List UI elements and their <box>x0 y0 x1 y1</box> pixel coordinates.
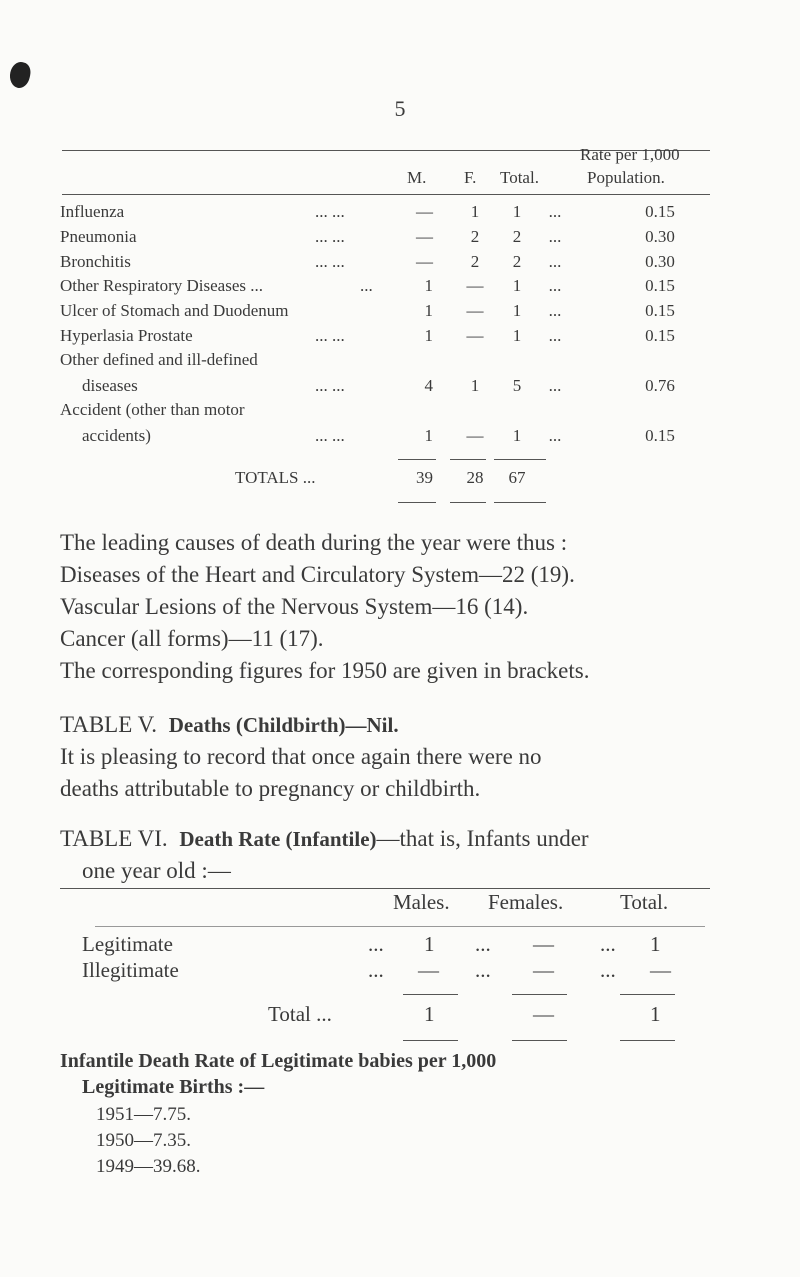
table6-totals-males: 1 <box>424 1002 435 1026</box>
row-total: 2 <box>512 252 522 271</box>
row-females: — <box>533 958 554 982</box>
table6-header-rule <box>95 926 705 927</box>
row-dots2: ... <box>475 932 491 956</box>
row-dots2: ... <box>548 376 562 395</box>
row-rate: 0.76 <box>645 376 675 395</box>
infantile-rate-line1: Infantile Death Rate of Legitimate babies per 1,000 <box>60 1050 497 1072</box>
row-total: 1 <box>650 932 661 956</box>
row-dots2: ... <box>548 301 562 320</box>
rate-year: 1951—7.75. <box>96 1104 191 1125</box>
row-f: — <box>466 276 484 295</box>
row-total: 5 <box>512 376 522 395</box>
row-total: 1 <box>512 326 522 345</box>
row-males: 1 <box>424 932 435 956</box>
row-m: 1 <box>424 301 433 320</box>
table6-totals-females: — <box>533 1002 554 1026</box>
table1-header-rule <box>62 194 710 195</box>
table-row <box>60 301 760 325</box>
row-total: 1 <box>512 301 522 320</box>
table6-totals-label: Total ... <box>268 1002 332 1026</box>
row-total: 2 <box>512 227 522 246</box>
table6-heading <box>60 826 589 852</box>
table5-heading <box>60 712 399 738</box>
f-header: F. <box>464 168 477 187</box>
row-dots: ... ... <box>315 227 345 246</box>
row-m: 1 <box>424 426 433 445</box>
leading-causes-intro: The leading causes of death during the year were thus : <box>60 530 568 555</box>
table-row <box>60 400 760 450</box>
row-f: — <box>466 301 484 320</box>
table-row <box>60 202 760 226</box>
row-dots2: ... <box>548 252 562 271</box>
row-females: — <box>533 932 554 956</box>
row-dots3: ... <box>600 958 616 982</box>
females-header: Females. <box>488 890 564 914</box>
row-rate: 0.30 <box>645 227 675 246</box>
row-name: Influenza <box>60 202 125 221</box>
row-dots: ... ... <box>315 426 345 445</box>
row-dots2: ... <box>548 202 562 221</box>
row-total: 1 <box>512 426 522 445</box>
row-dots: ... <box>368 932 384 956</box>
row-name: Accident (other than motor <box>60 400 245 419</box>
row-rate: 0.15 <box>645 301 675 320</box>
totals-bottom-rule <box>494 502 546 503</box>
row-dots2: ... <box>548 426 562 445</box>
rate-header-line1: Rate per 1,000 <box>580 145 680 164</box>
row-dots: ... ... <box>315 252 345 271</box>
totals-total: 67 <box>508 468 526 487</box>
row-name: Illegitimate <box>82 958 179 982</box>
row-dots2: ... <box>548 276 562 295</box>
table6-totals-top-rule <box>512 994 567 995</box>
row-f: 2 <box>470 252 480 271</box>
row-rate: 0.15 <box>645 426 675 445</box>
row-dots: ... <box>360 276 373 295</box>
row-dots: ... ... <box>315 326 345 345</box>
table6-title: Death Rate (Infantile) <box>179 827 377 851</box>
row-rate: 0.15 <box>645 202 675 221</box>
table-row <box>60 276 760 300</box>
page-number: 5 <box>394 96 406 121</box>
row-name: Legitimate <box>82 932 173 956</box>
row-m: 4 <box>424 376 433 395</box>
row-name: Bronchitis <box>60 252 131 271</box>
table-row <box>60 252 760 276</box>
table6-totals-top-rule <box>403 994 458 995</box>
row-rate: 0.15 <box>645 326 675 345</box>
table6-rest-line2: one year old :— <box>82 858 231 883</box>
table6-label: TABLE VI. <box>60 826 168 851</box>
cause-line: Diseases of the Heart and Circulatory System—22 (19). <box>60 562 575 587</box>
row-total: — <box>650 958 671 982</box>
row-dots: ... <box>368 958 384 982</box>
row-males: — <box>418 958 439 982</box>
table-row <box>60 350 760 400</box>
table5-title: Deaths (Childbirth)—Nil. <box>168 713 399 737</box>
row-dots2: ... <box>548 326 562 345</box>
infantile-rate-line2: Legitimate Births :— <box>82 1076 265 1098</box>
row-dots2: ... <box>548 227 562 246</box>
row-dots: ... ... <box>315 376 345 395</box>
row-m: 1 <box>424 326 433 345</box>
brackets-note: The corresponding figures for 1950 are given in brackets. <box>60 658 590 683</box>
table6-totals-bottom-rule <box>620 1040 675 1041</box>
totals-m: 39 <box>416 468 433 487</box>
row-dots: ... ... <box>315 202 345 221</box>
table-row <box>60 326 760 350</box>
table6-totals-total: 1 <box>650 1002 661 1026</box>
table6-top-rule <box>60 888 710 889</box>
totals-top-rule <box>398 459 436 460</box>
row-dots3: ... <box>600 932 616 956</box>
row-f: 1 <box>470 202 480 221</box>
rate-header-line2: Population. <box>587 168 665 187</box>
cause-line: Cancer (all forms)—11 (17). <box>60 626 324 651</box>
table5-label: TABLE V. <box>60 712 157 737</box>
table6-totals-bottom-rule <box>512 1040 567 1041</box>
total-header: Total. <box>500 168 539 187</box>
table6-totals-bottom-rule <box>403 1040 458 1041</box>
row-name: Hyperlasia Prostate <box>60 326 193 345</box>
table-row <box>60 227 760 251</box>
cause-line: Vascular Lesions of the Nervous System—16 (14). <box>60 594 529 619</box>
total-header: Total. <box>620 890 669 914</box>
totals-top-rule <box>450 459 486 460</box>
row-m: 1 <box>424 276 433 295</box>
ink-blot <box>8 60 33 90</box>
row-f: 1 <box>470 376 480 395</box>
row-f: — <box>466 426 484 445</box>
totals-label: TOTALS ... <box>235 468 316 487</box>
row-total: 1 <box>512 202 522 221</box>
table5-text: deaths attributable to pregnancy or childbirth. <box>60 776 481 801</box>
row-total: 1 <box>512 276 522 295</box>
row-dots2: ... <box>475 958 491 982</box>
row-f: — <box>466 326 484 345</box>
totals-bottom-rule <box>398 502 436 503</box>
row-f: 2 <box>470 227 480 246</box>
totals-row <box>60 468 760 492</box>
table6-totals-top-rule <box>620 994 675 995</box>
row-m: — <box>416 202 433 221</box>
totals-f: 28 <box>466 468 484 487</box>
row-name: Pneumonia <box>60 227 137 246</box>
row-name: Other Respiratory Diseases ... <box>60 276 264 295</box>
row-name-cont: accidents) <box>82 426 151 445</box>
rate-year: 1950—7.35. <box>96 1130 191 1151</box>
table6-rest: —that is, Infants under <box>376 826 589 851</box>
table5-text: It is pleasing to record that once again there were no <box>60 744 542 769</box>
row-name: Other defined and ill-defined <box>60 350 258 369</box>
totals-top-rule <box>494 459 546 460</box>
totals-bottom-rule <box>450 502 486 503</box>
males-header: Males. <box>393 890 450 914</box>
row-rate: 0.30 <box>645 252 675 271</box>
m-header: M. <box>407 168 427 187</box>
row-name-cont: diseases <box>82 376 138 395</box>
rate-year: 1949—39.68. <box>96 1156 201 1177</box>
row-name: Ulcer of Stomach and Duodenum <box>60 301 289 320</box>
row-rate: 0.15 <box>645 276 675 295</box>
row-m: — <box>416 227 433 246</box>
row-m: — <box>416 252 433 271</box>
